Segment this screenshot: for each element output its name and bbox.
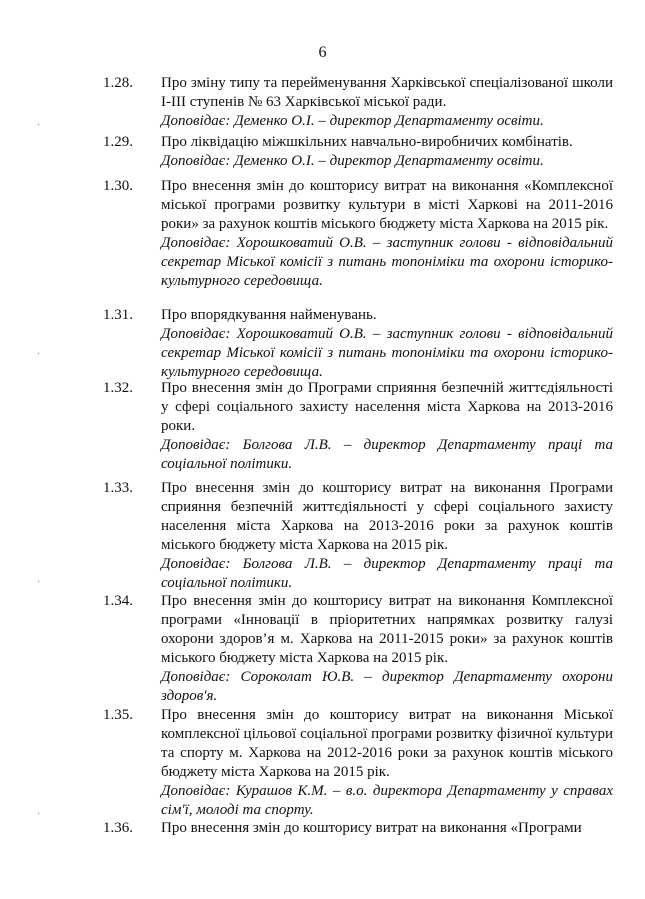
item-number: 1.33. [103, 480, 133, 496]
item-title: Про впорядкування найменувань. [161, 307, 377, 323]
item-title: Про внесення змін до кошторису витрат на виконання Комплексної програми «Інновації в пріоритетних напрямках розвитку галузі охорони здоров’я м. Харкова на 2011-2015 роки» за рахунок коштів міського бюджету міста Харкова на 2015 рік. [161, 593, 613, 666]
item-speaker: Доповідає: Болгова Л.В. – директор Департаменту праці та соціальної політики. [161, 556, 613, 591]
item-number: 1.32. [103, 380, 133, 396]
item-speaker: Доповідає: Деменко О.І. – директор Департаменту освіти. [161, 153, 544, 169]
item-title: Про внесення змін до кошторису витрат на виконання Міської комплексної цільової соціальної програми розвитку фізичної культури та спорту м. Харкова на 2012-2016 роки за рахунок коштів міського бюджету міста Харкова на 2015 рік. [161, 707, 613, 780]
item-title: Про ліквідацію міжшкільних навчально-виробничих комбінатів. [161, 134, 573, 150]
item-number: 1.28. [103, 75, 133, 91]
page-number: 6 [318, 44, 327, 61]
item-number: 1.31. [103, 307, 133, 323]
item-title: Про зміну типу та перейменування Харківської спеціалізованої школи І-ІІІ ступенів № 63 Харківської міської ради. [161, 75, 613, 110]
item-number: 1.35. [103, 707, 133, 723]
item-speaker: Доповідає: Сороколат Ю.В. – директор Департаменту охорони здоров'я. [161, 669, 613, 704]
item-number: 1.34. [103, 593, 133, 609]
item-speaker: Доповідає: Болгова Л.В. – директор Департаменту праці та соціальної політики. [161, 437, 613, 472]
item-title: Про внесення змін до Програми сприяння безпечній життєдіяльності у сфері соціального захисту населення міста Харкова на 2013-2016 роки. [161, 380, 613, 434]
item-title: Про внесення змін до кошторису витрат на виконання Програми сприяння безпечній життєдіяльності у сфері соціального захисту населення міста Харкова на 2013-2016 роки за рахунок коштів міського бюджету міста Харкова на 2015 рік. [161, 480, 613, 553]
item-number: 1.30. [103, 178, 133, 194]
item-number: 1.29. [103, 134, 133, 150]
item-speaker: Доповідає: Деменко О.І. – директор Департаменту освіти. [161, 113, 544, 129]
item-speaker: Доповідає: Курашов К.М. – в.о. директора Департаменту у справах сім'ї, молоді та спорту. [161, 783, 613, 818]
item-number: 1.36. [103, 820, 133, 836]
scan-mark: · [37, 120, 41, 131]
item-title: Про внесення змін до кошторису витрат на виконання «Комплексної міської програми розвитку культури в місті Харкові на 2011-2016 роки» за рахунок коштів міського бюджету міста Харкова на 2015 рік. [161, 178, 613, 232]
item-speaker: Доповідає: Хорошковатий О.В. – заступник голови - відповідальний секретар Міської комісії з питань топоніміки та охорони історико-культурного середовища. [161, 326, 613, 380]
scan-mark: · [37, 577, 41, 588]
item-speaker: Доповідає: Хорошковатий О.В. – заступник голови - відповідальний секретар Міської комісії з питань топоніміки та охорони історико-культурного середовища. [161, 235, 613, 289]
item-title: Про внесення змін до кошторису витрат на виконання «Програми [161, 820, 582, 836]
scan-mark: · [37, 809, 41, 820]
scan-mark: · [37, 349, 41, 360]
